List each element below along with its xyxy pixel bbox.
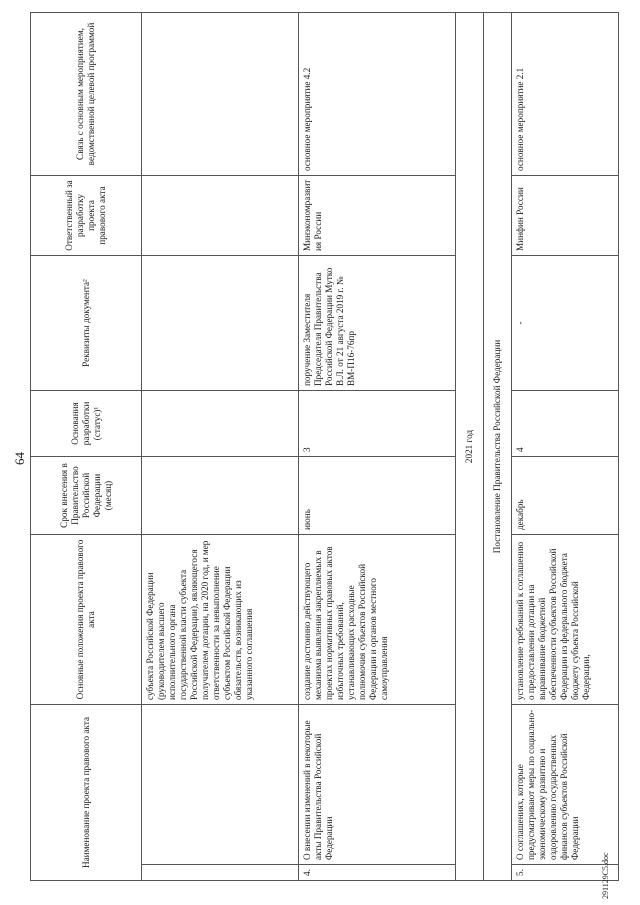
- footer-filename: 291129C5.doc: [601, 852, 610, 899]
- header-responsible: Ответственный за разработку проекта правового акта: [31, 176, 142, 256]
- row5-responsible: Минфин России: [512, 176, 619, 256]
- row4-basis: 3: [299, 391, 456, 457]
- table-row-continuation: [142, 13, 299, 881]
- continuation-provisions: субъекта Российской Федерации (руководителем высшего исполнительного органа государственной власти субъекта Российской Федерации), являющегося получателем дотации, на 2020 год, и мер ответственности за невыполнение субъектом Российской Федерации обязательств, возникающих из указанного соглашения: [142, 535, 299, 705]
- row5-name: О соглашениях, которые предусматривают меры по социально-экономическому развитию и оздоровлению государственных финансов субъектов Российской Федерации: [512, 705, 619, 865]
- header-name: Наименование проекта правового акта: [31, 705, 142, 881]
- section-year: 2021 год: [456, 13, 484, 881]
- row4-requisites: поручение Заместителя Председателя Правительства Российской Федерации Мутко В.Л. от 21 августа 2019 г. № ВМ-П16-76пр: [299, 256, 456, 391]
- row5-deadline: декабрь: [512, 457, 619, 535]
- section-year-row: [456, 13, 484, 881]
- row4-deadline: июнь: [299, 457, 456, 535]
- header-requisites: Реквизиты документа²: [31, 256, 142, 391]
- row4-name: О внесении изменений в некоторые акты Правительства Российской Федерации: [299, 705, 456, 865]
- section-title-row: [484, 13, 512, 881]
- row4-link: основное мероприятие 4.2: [299, 13, 456, 176]
- row5-provisions: установление требований к соглашению о предоставлении дотации на выравнивание бюджетной обеспеченности субъектов Российской Федерации из федерального бюджета бюджету субъекта Российской Федерации,: [512, 535, 619, 705]
- row4-responsible: Минэкономразвит ия России: [299, 176, 456, 256]
- row4-number: 4.: [299, 865, 456, 881]
- row5-basis: 4: [512, 391, 619, 457]
- row4-provisions: создание достоинно действующего механизма выявления закрепляемых в проектах нормативных правовых актов избыточных требований, устанавливающих расходные полномочия субъектов Российской Федерации и органов местного самоуправления: [299, 535, 456, 705]
- table-row-5: [512, 13, 619, 881]
- header-deadline: Срок внесения в Правительство Российской Федерации (месяц): [31, 457, 142, 535]
- section-title: Постановление Правительства Российской Федерации: [484, 13, 512, 881]
- header-provisions: Основные положения проекта правового акта: [31, 535, 142, 705]
- row5-requisites: -: [512, 256, 619, 391]
- header-link: Связь с основным мероприятием, ведомственной целевой программой: [31, 13, 142, 176]
- table-row-4: [299, 13, 456, 881]
- table-header-row: [31, 13, 142, 881]
- header-basis: Основания разработки (статус)¹: [31, 391, 142, 457]
- row5-number: 5.: [512, 865, 619, 881]
- page-number: 64: [12, 452, 27, 465]
- legal-acts-table: [30, 12, 619, 881]
- row5-link: основное мероприятие 2.1: [512, 13, 619, 176]
